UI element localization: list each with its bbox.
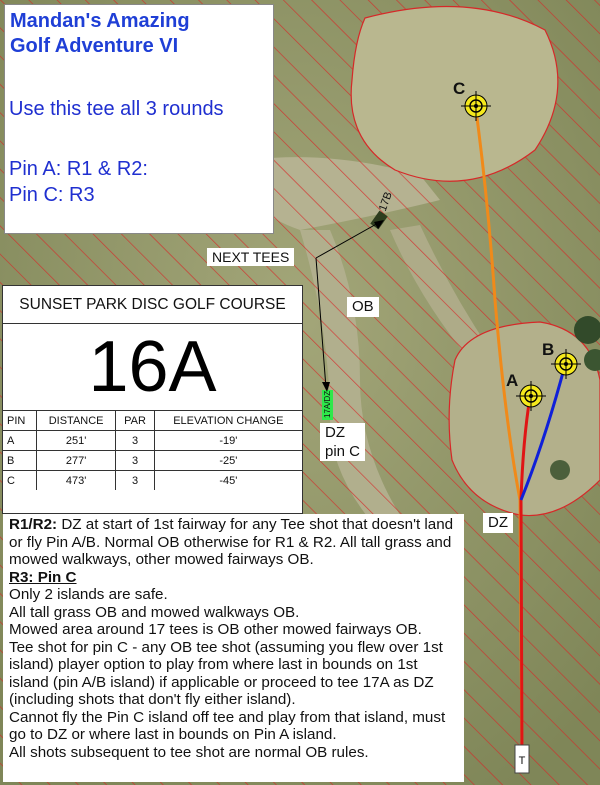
- row-par: 3: [116, 431, 154, 451]
- header-par: PAR: [116, 411, 154, 431]
- row-elevation: -45': [154, 471, 302, 491]
- dz-pin-c-line1: DZ: [325, 424, 345, 441]
- pin-a-note: Pin A: R1 & R2:: [9, 158, 148, 180]
- r3-rule-line: Cannot fly the Pin C island off tee and play from that island, must go to DZ or where last in bounds on Pin A island.: [9, 708, 446, 743]
- hole-number: 16A: [88, 327, 217, 407]
- row-par: 3: [116, 471, 154, 491]
- ob-label: OB: [347, 297, 379, 317]
- row-par: 3: [116, 451, 154, 471]
- table-row: [3, 451, 302, 471]
- pin-table: [3, 410, 302, 490]
- table-row: [3, 471, 302, 491]
- table-row: [3, 431, 302, 451]
- tee-17a-label: 17A/DZ: [323, 390, 332, 418]
- dz-label: DZ: [483, 513, 513, 533]
- r12-heading: R1/R2:: [9, 516, 58, 533]
- event-title-line2: Golf Adventure VI: [10, 35, 179, 57]
- course-name: SUNSET PARK DISC GOLF COURSE: [3, 286, 302, 324]
- row-distance: 251': [36, 431, 115, 451]
- header-pin: PIN: [3, 411, 36, 431]
- tee-note: Use this tee all 3 rounds: [9, 98, 224, 120]
- row-distance: 473': [36, 471, 115, 491]
- header-distance: DISTANCE: [36, 411, 115, 431]
- row-pin: C: [3, 471, 36, 491]
- row-elevation: -19': [154, 431, 302, 451]
- r12-text: DZ at start of 1st fairway for any Tee shot that doesn't land or fly Pin A/B. Normal OB otherwise for R1 & R2. All tall grass and mowed walkways, other mowed fairways OB.: [9, 516, 454, 568]
- table-header-row: [3, 411, 302, 431]
- r3-rule-line: All tall grass OB and mowed walkways OB.: [9, 603, 300, 621]
- pin-c-marker-label: C: [453, 79, 466, 98]
- header-elevation: ELEVATION CHANGE: [154, 411, 302, 431]
- event-info-box: [4, 4, 274, 234]
- pin-ab-island: [449, 322, 600, 516]
- next-tees-label: NEXT TEES: [207, 248, 294, 266]
- pin-c-note: Pin C: R3: [9, 184, 95, 206]
- r12-rules: [9, 516, 458, 569]
- row-pin: B: [3, 451, 36, 471]
- dz-pin-c-line2: pin C: [325, 443, 361, 460]
- r3-rule-line: Mowed area around 17 tees is OB other mowed fairways OB.: [9, 621, 422, 638]
- row-elevation: -25': [154, 451, 302, 471]
- event-title-line1: Mandan's Amazing: [10, 10, 190, 32]
- r3-rule-line: Tee shot for pin C - any OB tee shot (assuming you flew over 1st island) player option to play from where last in bounds on 1st island (pin A/B island) if applicable or proceed to tee 17A as DZ (including shots that don't fly either island).: [9, 638, 443, 708]
- row-distance: 277': [36, 451, 115, 471]
- pin-b-marker-label: B: [542, 340, 555, 359]
- r3-rule-line: Only 2 islands are safe.: [9, 586, 168, 603]
- tee-label: T: [518, 755, 526, 767]
- local-rules: [3, 514, 464, 782]
- r3-rule-line: All shots subsequent to tee shot are normal OB rules.: [9, 743, 369, 761]
- row-pin: A: [3, 431, 36, 451]
- r3-heading: R3: Pin C: [9, 568, 77, 586]
- hole-card: [2, 285, 303, 514]
- tee-17b-label: 17B: [376, 190, 395, 213]
- tree: [550, 460, 570, 480]
- dz-pin-c-label: [320, 423, 365, 461]
- event-title: [10, 9, 190, 59]
- pin-a-marker-label: A: [506, 371, 519, 390]
